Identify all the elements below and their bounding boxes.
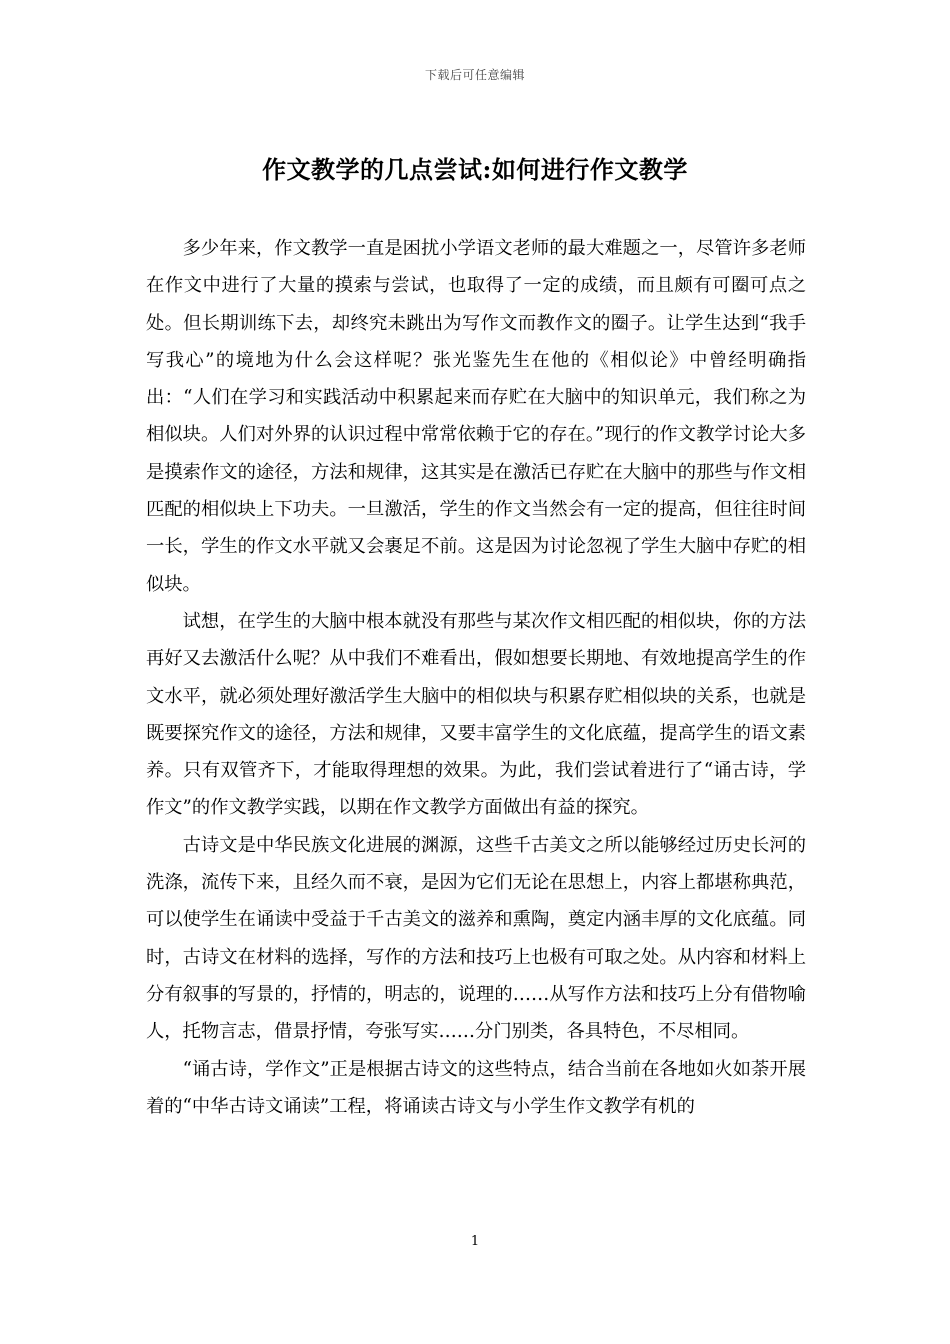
paragraph-3: 古诗文是中华民族文化进展的渊源，这些千古美文之所以能够经过历史长河的洗涤，流传下来，且经久而不衰，是因为它们无论在思想上，内容上都堪称典范，可以使学生在诵读中受益于千古美文的滋养和熏陶，奠定内涵丰厚的文化底蕴。同时，古诗文在材料的选择，写作的方法和技巧上也极有可取之处。从内容和材料上分有叙事的写景的，抒情的，明志的，说理的……从写作方法和技巧上分有借物喻人，托物言志，借景抒情，夸张写实……分门别类，各具特色，不尽相同。 — [146, 834, 806, 1043]
document-title: 作文教学的几点尝试:如何进行作文教学 — [262, 155, 688, 184]
paragraph-2: 试想，在学生的大脑中根本就没有那些与某次作文相匹配的相似块，你的方法再好又去激活什么呢？从中我们不难看出，假如想要长期地、有效地提高学生的作文水平，就必须处理好激活学生大脑中的相似块与积累存贮相似块的关系，也就是既要探究作文的途径，方法和规律，又要丰富学生的文化底蕴，提高学生的语文素养。只有双管齐下，才能取得理想的效果。为此，我们尝试着进行了“诵古诗，学作文”的作文教学实践，以期在作文教学方面做出有益的探究。 — [146, 610, 806, 819]
page-number: 1 — [470, 1234, 480, 1249]
header-note: 下载后可任意编辑 — [424, 68, 525, 82]
paragraph-1: 多少年来，作文教学一直是困扰小学语文老师的最大难题之一，尽管许多老师在作文中进行了大量的摸索与尝试，也取得了一定的成绩，而且颇有可圈可点之处。但长期训练下去，却终究未跳出为写作文而教作文的圈子。让学生达到“我手写我心”的境地为什么会这样呢？张光鉴先生在他的《相似论》中曾经明确指出：“人们在学习和实践活动中积累起来而存贮在大脑中的知识单元，我们称之为相似块。人们对外界的认识过程中常常依赖于它的存在。”现行的作文教学讨论大多是摸索作文的途径，方法和规律，这其实是在激活已存贮在大脑中的那些与作文相匹配的相似块上下功夫。一旦激活，学生的作文当然会有一定的提高，但往往时间一长，学生的作文水平就又会裹足不前。这是因为讨论忽视了学生大脑中存贮的相似块。 — [146, 238, 806, 595]
document-body — [146, 230, 806, 1125]
paragraph-4: “诵古诗，学作文”正是根据古诗文的这些特点，结合当前在各地如火如荼开展着的“中华古诗文诵读”工程，将诵读古诗文与小学生作文教学有机的 — [146, 1058, 806, 1117]
